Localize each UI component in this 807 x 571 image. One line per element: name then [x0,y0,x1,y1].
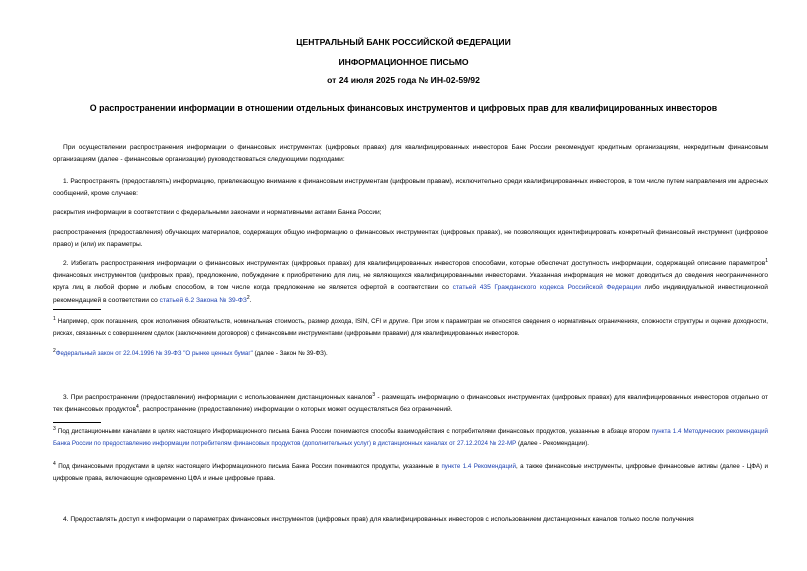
item-2-text: . [249,296,252,304]
item-1: 1. Распространять (предоставлять) информацию, привлекающую внимание к финансовым инструментам (цифровым правам), исключительно среди квалифицированных инвесторов, в том числе путем направления им адресных сообщений, кроме случаев: [53,178,768,198]
item-2-text: либо индивидуальной инвестиционной рекомендацией в соответствии со [53,284,768,304]
link-recommendations-22mr[interactable]: пункта 1.4 Методических рекомендаций Банка России по предоставлению информации потребителям финансовых продуктов (дополнительных услуг) в дистанционных каналах от 27.12.2024 № 22-МР [53,428,768,448]
footnote-1-text: Например, срок погашения, срок исполнения обязательств, номинальная стоимость, размер дохода, ISIN, CFI и другие. При этом к параметрам не относятся сведения о нормативных ограничениях, сложности структуры и оценке доходности, рисках, связанных с совершением сделок (заключением договоров) с финансовыми инструментами (цифровыми правами) для квалифицированных инвесторов. [53,318,768,338]
footnote-3-text: (далее - Рекомендации). [516,440,589,448]
link-civil-code-article-435[interactable]: статьей 435 Гражданского кодекса Российской Федерации [452,284,641,292]
item-3 [53,392,768,416]
footnote-separator [53,309,101,310]
footnote-ref-1[interactable]: 1 [765,257,768,264]
footnote-2-mark: 2 [53,347,56,354]
footnote-1-mark: 1 [53,315,56,322]
link-federal-law-39fz[interactable]: Федеральный закон от 22.04.1996 № 39-ФЗ "О рынке ценных бумаг" [55,350,253,357]
footnote-3-text: Под дистанционными каналами в целях настоящего Информационного письма Банка России понимаются способы взаимодействия с потребителями финансовых продуктов, указанные в абзаце втором [55,428,652,435]
footnote-3-mark: 3 [53,425,56,432]
document-date-number: от 24 июля 2025 года № ИН-02-59/92 [327,75,480,85]
footnote-ref-3[interactable]: 3 [372,391,376,398]
footnote-2 [53,348,768,360]
footnote-ref-4[interactable]: 4 [136,404,139,411]
footnote-4-text: , а также финансовые инструменты, цифровые финансовые активы (далее - ЦФА) и цифровые права, включающие одновременно ЦФА и иные цифровые права. [53,463,768,483]
footnote-2-text: (далее - Закон № 39-ФЗ). [252,350,328,357]
issuer-title: ЦЕНТРАЛЬНЫЙ БАНК РОССИЙСКОЙ ФЕДЕРАЦИИ [296,37,511,47]
item-3-text: , распространение (предоставление) информации о которых может осуществляться без ограничений. [138,406,453,414]
item-4: 4. Предоставлять доступ к информации о параметрах финансовых инструментов (цифровых прав) для квалифицированных инвесторов с использованием дистанционных каналов только после получения [63,516,694,523]
document-subject: О распространении информации в отношении отдельных финансовых инструментов и цифровых прав для квалифицированных инвесторов [89,103,718,113]
item-2-text: 2. Избегать распространения информации о финансовых инструментах (цифровых правах) для квалифицированных инвесторов способами, которые обеспечат доступность информации, содержащей описание параметров [63,260,766,267]
item-3-text: - размещать информацию о финансовых инструментах (цифровых правах) для квалифицированных инвесторов отдельно от тех финансовых продуктов [53,394,769,414]
footnote-separator [53,422,101,423]
intro-paragraph: При осуществлении распространения информации о финансовых инструментах (цифровых правах) для квалифицированных инвесторов Банк России рекомендует кредитным организациям, некредитным финансовым организациям (далее - финансовые организации) руководствоваться следующими подходами: [53,144,768,164]
link-recommendations-item-1-4[interactable]: пункте 1.4 Рекомендаций [441,463,516,470]
footnote-ref-2[interactable]: 2 [246,294,250,301]
item-2 [53,258,768,307]
item-1-exception-a: раскрытия информации в соответствии с федеральными законами и нормативными актами Банка России; [53,209,382,216]
document-type: ИНФОРМАЦИОННОЕ ПИСЬМО [338,57,469,67]
footnote-4-text: Под финансовыми продуктами в целях настоящего Информационного письма Банка России понимаются продукты, указанные в [55,463,442,470]
footnote-3 [53,426,768,450]
item-3-text: 3. При распространении (предоставлении) информации с использованием дистанционных каналов [63,394,373,401]
footnote-1 [53,316,768,340]
item-1-exception-b: распространения (предоставления) обучающих материалов, содержащих общую информацию о финансовых инструментах (цифровых правах), не позволяющих идентифицировать конкретный финансовый инструмент (цифровое право) и (или) их параметры. [53,229,768,249]
item-2-text: финансовых инструментов (цифровых прав), предложение, побуждение к приобретению для лиц, не являющихся квалифицированными инвесторами. Указанная информация не может доводиться до сведения неограниченного круга лиц в любой форме и любым способом, в том числе когда предложение не является офертой в соответствии со [53,272,768,292]
footnote-4 [53,461,768,485]
footnote-4-mark: 4 [53,460,56,467]
link-law-39fz-article-6-2[interactable]: статьей 6.2 Закона № 39-ФЗ [159,296,247,304]
